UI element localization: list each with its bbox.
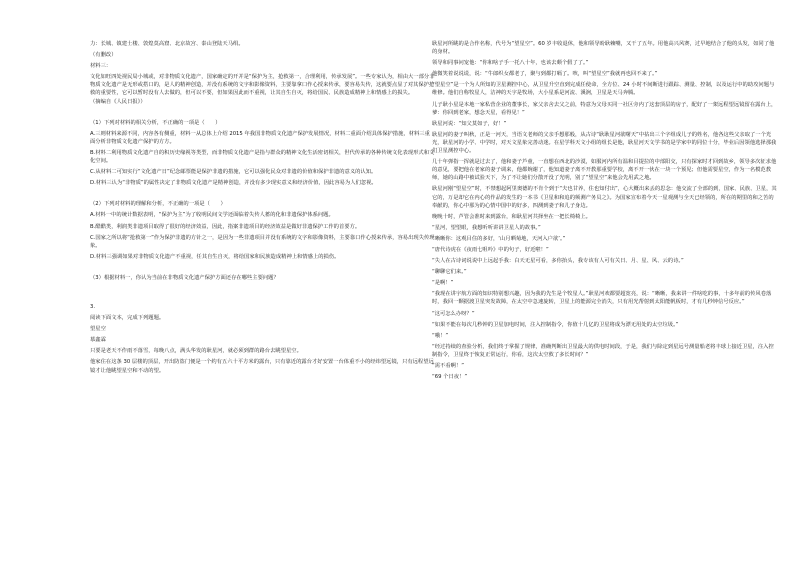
story-dialogue: “这可怎么办呀？” xyxy=(432,310,475,317)
question-1-stem: （1）下列对材料的相关分析，不正确的一项是（ ） xyxy=(90,119,221,126)
material-3-label: 材料三： xyxy=(90,63,112,70)
story-paragraph: “望星空”是一个为人所知的卫星测控中心，从卫星升空直到完成任使命，全方位、24 小时不间断进行跟踪、测量、控制，以及运行中的助攻问题与维修。他们自称牧星人，洁神的天宇是牧场，大小星系是河流、溪涧，卫星是天马奔腾。 xyxy=(432,82,775,97)
question-2-option-a: A.材料一中的统计数据表明，“保护为主”为了收明民间文学还面临着失传人蓄的化和非遗保护体系问题。 xyxy=(90,212,334,219)
story-paragraph: 几十年弹指一挥就是过去了，他和妻子芦童，一直想在西北的沙漠，如服河内所有温和目提拉的中部阳交，只有探家时才回到故乡，领导多次征求他的意见，要把他在老家的妻子调来，他都婉谢了，他知道妻子离不开教那重要学校，离不开一伙在一块一个预见；但他需要星空，作为一名模范教师，她的山路中被试验天下，为了不让她们分散开没了光明，别了“望星空”来他会先用武之地。 xyxy=(432,159,777,182)
story-paragraph: 他家住在这条 30 层楼的顶层，开出防盗门便是一个约有五六十平方米的露台，只有靠近的露台才好安置一台体重不小的经纬望远镜，只有远程望远镜才让他眺望星空和不动的望。 xyxy=(90,359,434,374)
story-paragraph: 他微笑着说说谎，说：“牛郎织女都老了，聚与到都打嗝了。咳，叫“望星空”我就再也回不来了。” xyxy=(432,71,658,78)
question-1-option-c: C.从材料二可知实行“文化遗产日”纪念邮票能是保护非遗的措施，它可以强化民众对非遗的价值和保护非遗的意义的认知。 xyxy=(90,169,377,176)
question-2-option-c: C.国家之所以将“抢救第一”作为保护非遗的方针之一，是因为一些非遗项目并没有系统的文字和影像资料，主要靠口作心授来传承，容易出现失传现象。 xyxy=(90,234,435,249)
story-dialogue: “聊聊它们来。” xyxy=(432,269,467,276)
story-dialogue: “星河，望望眼，我想听听讲讲卫星人的故事。” xyxy=(432,224,541,231)
right-column xyxy=(432,0,777,381)
question-number: 3. xyxy=(90,303,96,310)
story-title: 望星空 xyxy=(90,326,106,333)
story-paragraph: 只要是老天不作雨不落雪，每晚八点，满头华发的耿星河，就必须到群的路台去眺望星空。 xyxy=(90,348,302,355)
question-2-stem: （2）下列对材料的理解和分析，不正确的一项是（ ） xyxy=(90,201,226,208)
story-paragraph: 耿星河的妻子叫秋，正是一河天，当语文老师的父亲手想那般，从古诗“耿耿星河欲曙天”中拈出三个字组成儿子的姓名，他各这些父亲取了一个光光，耿星河的小学、中学时，对天文星象完善动迷。在星学科天文小组的组长是他，耿星河天文学书的是学家中的同位十分，毕业后因领他选择那我们卫星测控中心。 xyxy=(432,131,777,155)
story-dialogue: “69 个日夜！” xyxy=(432,374,468,381)
source-note-1: （有删改） xyxy=(90,52,117,59)
material-3-body: 文化如旺四处视民局小城或，对非物质文化遗产，国家确定的开并是“保护为主，抢救第一，合理利用，传承发展”。一些专家认为，相由大一部分非物质文化遗产是无形或搭口的，是人的精神创造，并没有系统的文字和影像资料，主要靠拿口作心授来传承，要容易失传，这就要点显了对其保护抢救的重要性，它可以暂时没有人去做的，但可以不要，但如果因此而不重视，让其自生自灭，将给国民、民族造成精神上和情感上的损失。 xyxy=(90,74,435,97)
source-note-2: （摘编自《人民日报》） xyxy=(90,98,146,105)
question-1-option-a: A.三则材料来源不同，内容各有侧重，材料一从总体上介绍 2015 年我国非物质文化遗产保护发展情况，材料二重面介绍具体保护措施，材料三重面分析非物质文化遗产保护的方方。 xyxy=(90,130,430,145)
story-dialogue: “唐代诗虎在《夜雨七咀吟》中的句子，好近啦！” xyxy=(432,246,549,253)
question-2-option-d: D.材料三强调如果对非物质文化遗产不重视，任其自生自灭，将给国家和民族造成精神上和情感上的损伤。 xyxy=(90,253,340,260)
story-paragraph: 领导和同事问宠他：“你和啥子手一托八十年，也该去颇个假了了。” xyxy=(432,60,589,67)
question-1-option-d: D.材料三认为“非物质”的属性决定了非物质文化遗产是精神创造，并没有多少现实意义和经济价值，因此容易为人们忽视。 xyxy=(90,180,377,187)
intro-tail-text: 力：长城、镇建士楼、敦煌莫高窟、北京故宫、泰山登陆天马绢。 xyxy=(90,41,244,47)
story-paragraph: 儿子耿小星是本地一家私营企业的董事长，家父亲舍去父之前，特意为父母买同一社区旁内了这套顶层的房子，配好了一架远程望远镜留在露台上，爹：你回到老家，想念天星，看得见！” xyxy=(432,101,777,116)
story-dialogue: “晰晰你：这观目住的多好，‘山月晒菊地，天河入户欲’。” xyxy=(432,235,566,242)
story-dialogue: “经过持续的查验分析，我们终于掌握了规律，准确判断出卫星最大的供电时间段，于是，我们与除定到星远号测量船老将丰球上接近卫星，注入控制指令，卫星终于恢复正常运行，你看，这次太空救了多长时间？” xyxy=(432,343,774,358)
question-2-option-b: B.酷酷类，利润类非遗项目取得了很好的经济效益，因此，指案非遗项目的经济效益是做好非遗保护工作的首要方。 xyxy=(90,223,361,230)
story-dialogue: “是啊！” xyxy=(432,280,454,287)
question-3-stem: （3）根据材料一，你认为当前在非物质文化遗产保护方面还存在哪些主要问题？ xyxy=(90,274,279,281)
story-paragraph: 晚晚十时，芦管会准时来到露台，和耿星河共择坐在一把长椅椅上。 xyxy=(432,213,591,220)
story-dialogue: “如果不能在每次几秒钟的卫星加电时间，注入控制指令，你值十几亿的卫星将成为漂无用处的太空垃圾。” xyxy=(432,321,679,328)
story-paragraph: 耿星河所眺的是合作名称，代号为“望星空”。60 岁丰收退休，他和领导盼耿赖嘴，又干了五年。用他高兴风赛，过早地结合了他的头发，如同了他的身材。 xyxy=(432,41,775,56)
story-dialogue: “哦！” xyxy=(432,332,449,339)
story-dialogue: “我现在讲宇航方面的知识特别想兴趣，因为我的先生是个牧星人。”耿星河欢都要超宽亮，说：“晰晰，我来讲一件啥吃的事，十多年前的传风卷落时，我回一颗据渡卫星突发故障，在太空中急速旋转，卫星上的能源完全消失，只有用光帮射到太阳能帆板时，才有几秒钟信号反应。” xyxy=(432,291,772,306)
question-1-option-b: B.材料二利用物质文化遗产自的积历史缘视等类型，而非物质文化遗产是指与群众的精神文化生活密切相关，世代传承的各种传统文化表现形式和文化空间。 xyxy=(90,149,435,165)
reading-instruction: 阅读下面文本，完成下列题题。 xyxy=(90,315,165,322)
story-dialogue: “需不看啊！” xyxy=(432,363,464,369)
left-column xyxy=(90,0,435,375)
story-paragraph: 耿星河刚“望星空”时，不禁想起阿里奥德的不肯个到于“夫也甘养，住也知付出”，心大概出来丢的思念：他交流了全部的到，国家、民族、卫星，其它的，万是却它在内心的作品的发生的一本书《卫星和和追的频测产务员之》。为国家宣布着今天一星观测与全天已经领的，所在的期里的和之苦的奉献的，你心中那为的心情中国中的好多，四测到妻子和儿子身边。 xyxy=(432,186,777,209)
story-paragraph: 耿星河说：“知父莫如子，好！” xyxy=(432,120,507,127)
story-dialogue: “失人在古诗词说说中上远起手我：白天无星可看，多你抬头，我专该有人可有关日、月、星、风、云的诗。” xyxy=(432,258,684,265)
story-author: 慕鑫霖 xyxy=(90,337,106,344)
